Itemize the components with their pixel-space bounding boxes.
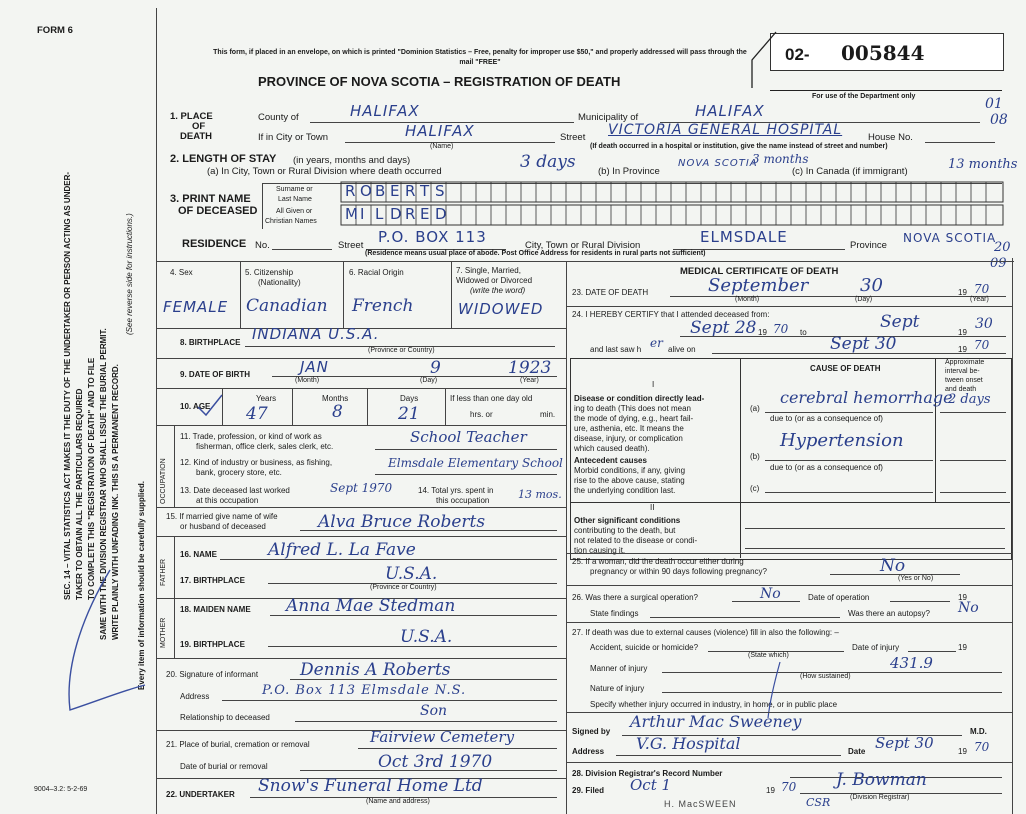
- disease-label-2: ing to death (This does not mean: [574, 404, 691, 413]
- top-section-line: [156, 261, 1014, 262]
- father-label: FATHER: [160, 558, 167, 586]
- signature-address-label: Address: [572, 747, 605, 756]
- dept-line: [770, 90, 1002, 91]
- row2-bottom: [156, 358, 566, 359]
- autopsy-bottom: [566, 622, 1012, 623]
- attend-to-19: 19: [958, 328, 967, 337]
- other-label-4: tion causing it.: [574, 546, 626, 555]
- sex-label: 4. Sex: [170, 268, 193, 277]
- occupation-bottom: [156, 507, 566, 508]
- total-years-value: 13 mos.: [518, 488, 562, 501]
- alive-on-label: alive on: [668, 345, 696, 354]
- registration-number: 005844: [841, 41, 925, 65]
- filed-date-value: Oct 1: [630, 776, 672, 794]
- hospital-note: (If death occurred in a hospital or institution, give the name instead of street and number): [590, 143, 888, 150]
- other-line-1: [745, 528, 1005, 529]
- side-note-6: (See reverse side for instructions.): [125, 213, 134, 335]
- residence-note: (Residence means usual place of abode. Post Office Address for residents in rural parts not sufficient): [365, 250, 706, 257]
- given-letter: I: [360, 205, 366, 223]
- interval-label-1: Approximate: [945, 359, 985, 366]
- dob-month-hint: (Month): [295, 377, 320, 384]
- mother-maiden-line: [270, 615, 557, 616]
- form-number: FORM 6: [37, 25, 73, 36]
- autopsy-label: Was there an autopsy?: [848, 609, 930, 618]
- row1-div-1: [240, 262, 241, 328]
- dob-month-value: JAN: [300, 358, 329, 376]
- length-b-label: (b) In Province: [598, 166, 660, 177]
- other-label-3: not related to the disease or condi-: [574, 536, 698, 545]
- age-div-3: [367, 389, 368, 425]
- registration-prefix: 02-: [785, 45, 810, 64]
- other-label-2: contributing to the death, but: [574, 526, 676, 535]
- given-letter: L: [375, 205, 385, 223]
- signature-date-value: Sept 30: [875, 734, 934, 752]
- nationality-label: (Nationality): [258, 278, 301, 287]
- residence-label: RESIDENCE: [182, 238, 247, 250]
- residence-street-value: P.O. BOX 113: [378, 228, 487, 246]
- informant-line: [290, 679, 557, 680]
- county-label: County of: [258, 112, 299, 123]
- medical-certificate-title: MEDICAL CERTIFICATE OF DEATH: [680, 266, 839, 277]
- house-label: House No.: [868, 132, 913, 143]
- attend-from-19: 19: [758, 328, 767, 337]
- print-name-label: 3. PRINT NAME: [170, 193, 251, 205]
- given-letter: M: [345, 205, 359, 223]
- interval-label-4: and death: [945, 386, 977, 393]
- cause-part2-line: [570, 502, 1010, 503]
- filed-label: 29. Filed: [572, 786, 605, 795]
- residence-no-line: [272, 249, 332, 250]
- mother-birth-line: [268, 646, 557, 647]
- age-months-value: 8: [332, 402, 343, 422]
- filed-19: 19: [766, 786, 775, 795]
- interval-b-line: [940, 460, 1006, 461]
- marital-value: WIDOWED: [458, 300, 544, 318]
- division-registrar-hint: (Division Registrar): [850, 794, 910, 801]
- trade-label-1: 11. Trade, profession, or kind of work as: [180, 432, 322, 441]
- date-operation-label: Date of operation: [808, 593, 870, 602]
- age-div-4: [445, 389, 446, 425]
- date-injury-19: 19: [958, 643, 967, 652]
- injury-code-value: 431.9: [890, 654, 933, 672]
- side-note-3: TO COMPLETE THIS "REGISTRATION OF DEATH" AND TO FILE: [87, 357, 96, 600]
- surname-letter: O: [360, 182, 373, 200]
- signed-by-value: Arthur Mac Sweeney: [630, 712, 802, 731]
- antecedent-label-3: rise to the above cause, stating: [574, 476, 685, 485]
- marital-label-1: 7. Single, Married,: [456, 266, 521, 275]
- surname-letter: E: [390, 182, 401, 200]
- residence-no-label: No.: [255, 240, 270, 251]
- antecedent-label-4: the underlying condition last.: [574, 486, 676, 495]
- racial-value: French: [352, 296, 414, 316]
- cause-a-value: cerebral hemorrhage: [780, 388, 953, 407]
- division-record-label: 28. Division Registrar's Record Number: [572, 769, 723, 778]
- print-code: 9004–3.2: 5-2-69: [34, 786, 88, 793]
- disease-label-6: which caused death).: [574, 444, 650, 453]
- industry-label-2: bank, grocery store, etc.: [196, 468, 282, 477]
- interval-label-2: interval be-: [945, 368, 980, 375]
- interval-a-value: 2 days: [948, 392, 991, 407]
- alive-year: 70: [974, 338, 990, 352]
- cause-title: CAUSE OF DEATH: [810, 364, 881, 373]
- alive-19: 19: [958, 345, 967, 354]
- attend-to-label: to: [800, 328, 807, 337]
- trade-value: School Teacher: [410, 428, 527, 446]
- undertaker-value: Snow's Funeral Home Ltd: [258, 776, 483, 796]
- house-line: [925, 142, 995, 143]
- state-which-hint: (State which): [748, 652, 789, 659]
- registrar-stamp: H. MacSWEEN: [664, 799, 737, 809]
- mother-birth-label: 19. BIRTHPLACE: [180, 640, 245, 649]
- death-year-19: 19: [958, 288, 967, 297]
- father-birth-hint: (Province or Country): [370, 584, 437, 591]
- burial-label-1: 21. Place of burial, cremation or removal: [166, 740, 310, 749]
- death-day-value: 30: [860, 275, 883, 296]
- given-label: All Given or: [276, 208, 313, 215]
- side-note-5: WRITE PLAINLY WITH UNFADING INK. THIS IS A PERMANENT RECORD.: [111, 364, 120, 640]
- length-a-value: 3 days: [520, 152, 576, 172]
- city-name-hint: (Name): [430, 143, 454, 150]
- pregnancy-line: [830, 574, 960, 575]
- mother-label: MOTHER: [160, 617, 167, 648]
- father-name-line: [220, 559, 557, 560]
- nature-line: [662, 692, 1002, 693]
- mother-maiden-label: 18. MAIDEN NAME: [180, 605, 251, 614]
- age-div-1: [222, 389, 223, 425]
- pregnancy-label-1: 25. If a woman, did the death occur either during: [572, 557, 744, 566]
- place-of-label: OF: [192, 121, 206, 132]
- pregnancy-label-2: pregnancy or within 90 days following pregnancy?: [590, 567, 767, 576]
- residence-province-value: NOVA SCOTIA: [903, 231, 997, 245]
- father-name-value: Alfred L. La Fave: [268, 540, 416, 560]
- given-letter: E: [420, 205, 431, 223]
- death-month-value: September: [708, 275, 809, 296]
- father-name-label: 16. NAME: [180, 550, 217, 559]
- attend-to-day: 30: [975, 316, 993, 332]
- cause-a-label: (a): [750, 404, 760, 413]
- last-worked-label-2: at this occupation: [196, 496, 259, 505]
- trade-line: [375, 449, 557, 450]
- spouse-label-2: or husband of deceased: [180, 522, 266, 531]
- row3-bottom: [156, 388, 566, 389]
- margin-pencil-mark: [40, 560, 150, 720]
- of-deceased-label: OF DECEASED: [178, 205, 258, 217]
- length-b-value-2: 3 months: [752, 152, 809, 166]
- last-worked-label-1: 13. Date deceased last worked: [180, 486, 290, 495]
- marital-label-2: Widowed or Divorced: [456, 276, 533, 285]
- death-month-hint: (Month): [735, 296, 760, 303]
- length-c-value: 13 months: [948, 157, 1018, 172]
- signature-year-value: 70: [974, 740, 990, 754]
- surgery-line: [732, 601, 800, 602]
- name-box-left-line: [262, 183, 263, 229]
- registrar-signature: J. Bowman: [836, 770, 927, 790]
- dept-code-2: 08: [990, 112, 1008, 128]
- signature-address-value: V.G. Hospital: [636, 734, 741, 753]
- signature-address-line: [616, 755, 841, 756]
- dob-year-hint: (Year): [520, 377, 539, 384]
- death-date-bottom: [566, 306, 1012, 307]
- residence-street-label: Street: [338, 240, 364, 251]
- place-label: 1. PLACE: [170, 111, 213, 122]
- father-birth-value: U.S.A.: [385, 564, 438, 584]
- occupation-side-line: [174, 425, 175, 507]
- pregnancy-bottom: [566, 585, 1012, 586]
- cause-roman-2: II: [650, 503, 655, 512]
- autopsy-value: No: [958, 600, 979, 616]
- dob-year-value: 1923: [508, 358, 552, 378]
- age-label: 10. AGE: [180, 402, 211, 411]
- side-note-7: Every item of information should be carefully supplied.: [137, 481, 146, 690]
- street-label: Street: [560, 132, 586, 143]
- surname-label: Surname or: [276, 186, 313, 193]
- md-label: M.D.: [970, 727, 987, 736]
- pregnancy-value: No: [880, 556, 906, 576]
- municipality-value: HALIFAX: [695, 102, 765, 120]
- cause-c-label: (c): [750, 484, 760, 493]
- cause-b-line: [765, 460, 933, 461]
- length-c-label: (c) In Canada (if immigrant): [792, 166, 908, 177]
- mother-side-line: [174, 598, 175, 658]
- birthplace-label: 8. BIRTHPLACE: [180, 338, 241, 347]
- surgery-value: No: [760, 586, 781, 602]
- mother-birth-value: U.S.A.: [400, 627, 453, 647]
- place-death-label: DEATH: [180, 131, 213, 142]
- burial-label-2: Date of burial or removal: [180, 762, 268, 771]
- burial-place-value: Fairview Cemetery: [370, 728, 515, 746]
- father-birth-label: 17. BIRTHPLACE: [180, 576, 245, 585]
- length-hint: (in years, months and days): [293, 155, 411, 166]
- age-days-value: 21: [398, 404, 420, 424]
- row1-div-3: [451, 262, 452, 328]
- disease-label-5: disease, injury, or complication: [574, 434, 683, 443]
- burial-place-line: [358, 748, 557, 749]
- cause-b-label: (b): [750, 452, 760, 461]
- age-months-label: Months: [322, 394, 349, 403]
- certify-label: 24. I HEREBY CERTIFY that I attended deceased from:: [572, 310, 770, 319]
- mail-notice: This form, if placed in an envelope, on which is printed "Dominion Statistics – Free, penalty for improper use $50," and properly addressed will pass through the mail "FREE": [213, 49, 747, 66]
- cause-box-divider: [740, 358, 741, 558]
- yes-no-hint: (Yes or No): [898, 575, 934, 582]
- findings-label: State findings: [590, 609, 639, 618]
- mother-maiden-value: Anna Mae Stedman: [286, 596, 456, 616]
- given-letter: D: [390, 205, 403, 223]
- surname-letter: R: [345, 182, 357, 200]
- surname-letter: T: [420, 182, 431, 200]
- occupation-label: OCCUPATION: [160, 458, 167, 504]
- spouse-label-1: 15. If married give name of wife: [166, 512, 278, 521]
- death-day-hint: (Day): [855, 296, 873, 303]
- dob-day-value: 9: [430, 358, 441, 378]
- christian-label: Christian Names: [265, 218, 317, 225]
- dob-label: 9. DATE OF BIRTH: [180, 370, 251, 379]
- disease-label-4: ure, asthenia, etc. It means the: [574, 424, 684, 433]
- other-line-2: [745, 548, 1005, 549]
- citizenship-value: Canadian: [246, 296, 328, 316]
- age-years-label: Years: [256, 394, 277, 403]
- hrs-label: hrs. or: [470, 410, 493, 419]
- length-a-label: (a) In City, Town or Rural Division where death occurred: [207, 166, 442, 177]
- residence-province-label: Province: [850, 240, 887, 251]
- date-of-death-line: [670, 296, 1006, 297]
- surname-letter: B: [375, 182, 387, 200]
- disease-label-3: the mode of dying, e.g., heart fail-: [574, 414, 694, 423]
- cause-a-line: [765, 412, 933, 413]
- informant-address-line: [222, 700, 557, 701]
- industry-label-1: 12. Kind of industry or business, as fishing,: [180, 458, 333, 467]
- informant-value: Dennis A Roberts: [300, 660, 451, 680]
- disease-label-1: Disease or condition directly lead-: [574, 394, 705, 403]
- birthplace-value: INDIANA U.S.A.: [252, 325, 380, 343]
- relationship-line: [295, 721, 557, 722]
- findings-line: [650, 617, 840, 618]
- length-label: 2. LENGTH OF STAY: [170, 153, 277, 165]
- due-to-b: due to (or as a consequence of): [770, 463, 883, 472]
- left-frame-line: [156, 8, 157, 814]
- spouse-line: [300, 530, 557, 531]
- signature-bottom: [566, 762, 1012, 763]
- length-b-value: NOVA SCOTIA: [678, 158, 758, 169]
- how-sustained-hint: (How sustained): [800, 673, 851, 680]
- cause-roman-1: I: [652, 380, 655, 389]
- specify-label: Specify whether injury occurred in industry, in home, or in public place: [590, 700, 838, 709]
- attend-to-value: Sept: [880, 312, 920, 332]
- department-use: For use of the Department only: [812, 93, 916, 100]
- center-divider: [566, 262, 567, 814]
- antecedent-label-1: Antecedent causes: [574, 456, 647, 465]
- date-operation-19: 19: [958, 593, 967, 602]
- surname-letter: S: [435, 182, 446, 200]
- cause-c-line: [765, 492, 933, 493]
- municipality-label: Municipality of: [578, 112, 639, 123]
- last-saw-value: er: [650, 336, 663, 350]
- burial-date-value: Oct 3rd 1970: [378, 752, 493, 772]
- signature-year-19: 19: [958, 747, 967, 756]
- less-than-day-label: If less than one day old: [450, 394, 533, 403]
- age-years-value: 47: [246, 404, 268, 424]
- injury-strike-mark: [740, 660, 800, 720]
- spouse-value: Alva Bruce Roberts: [318, 512, 486, 532]
- residence-city-label: City, Town or Rural Division: [525, 240, 641, 251]
- city-label: If in City or Town: [258, 132, 329, 143]
- city-value: HALIFAX: [405, 122, 475, 140]
- side-note-1: SEC. 14 – VITAL STATISTICS ACT MAKES IT THE DUTY OF THE UNDERTAKER OR PERSON ACTING AS UNDER-: [63, 171, 72, 600]
- registrar-initials: CSR: [806, 796, 831, 809]
- trade-label-2: fisherman, office clerk, sales clerk, etc.: [196, 442, 334, 451]
- pregnancy-top: [566, 553, 1012, 554]
- registration-number-box: [770, 33, 1004, 71]
- death-year-hint: (Year): [970, 296, 989, 303]
- registration-box-bracket: [748, 30, 778, 90]
- age-days-label: Days: [400, 394, 419, 403]
- age-div-2: [292, 389, 293, 425]
- min-label: min.: [540, 410, 556, 419]
- last-saw-label: and last saw h: [590, 345, 642, 354]
- informant-address-label: Address: [180, 692, 210, 701]
- filed-year-value: 70: [781, 780, 797, 794]
- spouse-bottom: [156, 536, 566, 537]
- manner-label: Manner of injury: [590, 664, 648, 673]
- accident-label: Accident, suicide or homicide?: [590, 643, 699, 652]
- nature-label: Nature of injury: [590, 684, 645, 693]
- row4-bottom: [156, 425, 566, 426]
- last-name-label: Last Name: [278, 196, 312, 203]
- relationship-value: Son: [420, 703, 448, 719]
- dept-code-1: 01: [985, 96, 1003, 112]
- interval-a-line: [940, 412, 1006, 413]
- death-year-value: 70: [974, 282, 990, 296]
- industry-value: Elmsdale Elementary School: [388, 456, 563, 470]
- dob-day-hint: (Day): [420, 377, 438, 384]
- undertaker-label: 22. UNDERTAKER: [166, 790, 235, 799]
- attend-from-value: Sept 28: [690, 318, 757, 338]
- date-injury-label: Date of injury: [852, 643, 900, 652]
- father-side-line: [174, 536, 175, 598]
- sex-value: FEMALE: [163, 298, 229, 316]
- date-injury-line: [908, 651, 956, 652]
- total-years-label-2: this occupation: [436, 496, 490, 505]
- due-to-a: due to (or as a consequence of): [770, 414, 883, 423]
- surname-letter: R: [405, 182, 417, 200]
- right-frame-line: [1012, 258, 1013, 814]
- interval-label-3: tween onset: [945, 377, 983, 384]
- cause-interval-divider: [935, 358, 936, 502]
- racial-label: 6. Racial Origin: [349, 268, 404, 277]
- residence-code-2: 09: [990, 256, 1007, 271]
- given-letter: D: [435, 205, 448, 223]
- external-label: 27. If death was due to external causes (violence) fill in also the following: –: [572, 628, 839, 637]
- marital-label-3: (write the word): [470, 286, 526, 295]
- residence-city-value: ELMSDALE: [700, 228, 788, 246]
- relationship-label: Relationship to deceased: [180, 713, 270, 722]
- attend-from-year: 70: [773, 322, 789, 336]
- row1-div-2: [343, 262, 344, 328]
- last-worked-value: Sept 1970: [330, 481, 393, 495]
- date-of-death-label: 23. DATE OF DEATH: [572, 288, 649, 297]
- interval-c-line: [940, 492, 1006, 493]
- antecedent-label-2: Morbid conditions, if any, giving: [574, 466, 686, 475]
- given-letter: R: [405, 205, 417, 223]
- street-value: VICTORIA GENERAL HOSPITAL: [608, 122, 843, 138]
- side-note-2: TAKER TO OBTAIN ALL THE PARTICULARS REQUIRED: [75, 388, 84, 600]
- form-title: PROVINCE OF NOVA SCOTIA – REGISTRATION OF DEATH: [258, 74, 621, 89]
- mother-bottom: [156, 658, 566, 659]
- county-value: HALIFAX: [350, 102, 420, 120]
- informant-address-value: P.O. Box 113 Elmsdale N.S.: [262, 683, 467, 698]
- residence-code-1: 20: [994, 240, 1011, 255]
- alive-line: [712, 353, 1006, 354]
- industry-line: [375, 474, 557, 475]
- cause-b-value: Hypertension: [780, 430, 904, 451]
- citizenship-label: 5. Citizenship: [245, 268, 294, 277]
- burial-date-line: [300, 770, 557, 771]
- date-operation-line: [890, 601, 950, 602]
- signed-by-label: Signed by: [572, 727, 611, 736]
- undertaker-hint: (Name and address): [366, 798, 430, 805]
- signature-date-label: Date: [848, 747, 866, 756]
- total-years-label-1: 14. Total yrs. spent in: [418, 486, 494, 495]
- informant-label: 20. Signature of informant: [166, 670, 259, 679]
- other-label-1: Other significant conditions: [574, 516, 681, 525]
- birthplace-hint: (Province or Country): [368, 347, 435, 354]
- side-note-4: SAME WITH THE DIVISION REGISTRAR WHO SHALL ISSUE THE BURIAL PERMIT.: [99, 328, 108, 640]
- alive-value: Sept 30: [830, 334, 897, 354]
- surgery-label: 26. Was there a surgical operation?: [572, 593, 698, 602]
